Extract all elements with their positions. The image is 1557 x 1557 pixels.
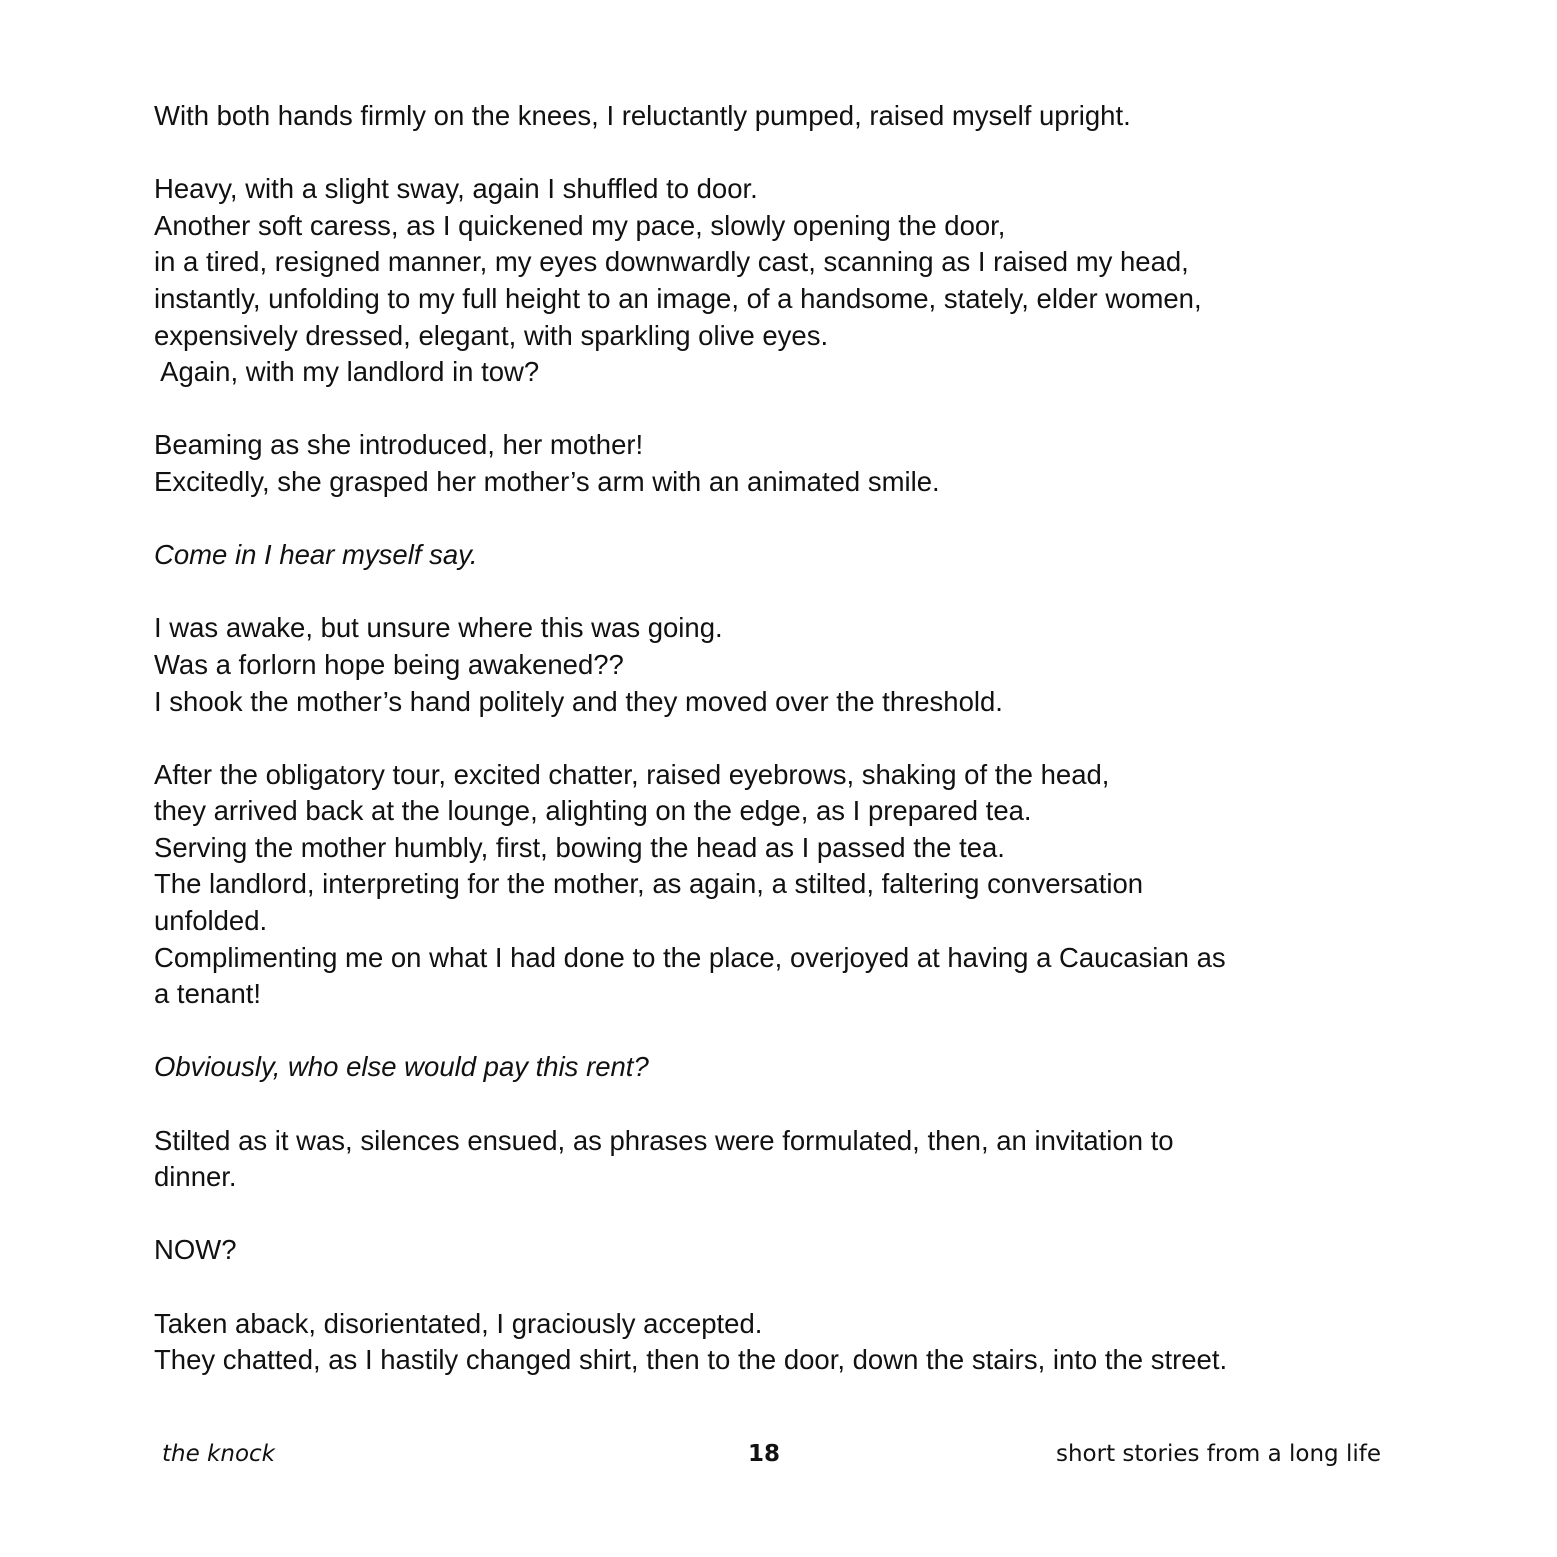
paragraph-line: Heavy, with a slight sway, again I shuffled to door.: [154, 173, 758, 205]
paragraph-line: Beaming as she introduced, her mother!: [154, 429, 644, 461]
paragraph-line: With both hands firmly on the knees, I reluctantly pumped, raised myself upright.: [154, 100, 1131, 131]
paragraph-line: They chatted, as I hastily changed shirt, then to the door, down the stairs, into the street.: [154, 1344, 1228, 1376]
paragraph-line: I was awake, but unsure where this was going.: [154, 612, 723, 644]
paragraph-line: a tenant!: [154, 978, 262, 1010]
paragraph-line: The landlord, interpreting for the mother, as again, a stilted, faltering conversation: [154, 868, 1144, 900]
paragraph-line: Stilted as it was, silences ensued, as phrases were formulated, then, an invitation to: [154, 1124, 1174, 1156]
paragraph-gap: [154, 1013, 1414, 1050]
paragraph-gap: [154, 1269, 1414, 1306]
story-text: [154, 98, 1414, 1379]
paragraph-line: dinner.: [154, 1161, 237, 1193]
paragraph-line: expensively dressed, elegant, with sparkling olive eyes.: [154, 319, 829, 351]
paragraph-line: Another soft caress, as I quickened my pace, slowly opening the door,: [154, 209, 1006, 241]
paragraph-line: Excitedly, she grasped her mother’s arm with an animated smile.: [154, 465, 940, 497]
paragraph-line: in a tired, resigned manner, my eyes downwardly cast, scanning as I raised my head,: [154, 246, 1189, 278]
footer-story-title: the knock: [162, 1441, 275, 1467]
paragraph-line: unfolded.: [154, 905, 268, 937]
italic-thought-line: Obviously, who else would pay this rent?: [154, 1051, 649, 1083]
paragraph-line: they arrived back at the lounge, alighting on the edge, as I prepared tea.: [154, 795, 1032, 827]
paragraph-gap: [154, 135, 1414, 172]
paragraph-line: Serving the mother humbly, first, bowing the head as I passed the tea.: [154, 831, 1005, 863]
page-footer: [0, 1436, 1557, 1472]
paragraph-line: Was a forlorn hope being awakened??: [154, 648, 624, 680]
paragraph-line: Complimenting me on what I had done to the place, overjoyed at having a Caucasian as: [154, 941, 1226, 973]
paragraph-line: NOW?: [154, 1234, 237, 1266]
paragraph-gap: [154, 720, 1414, 757]
paragraph-gap: [154, 391, 1414, 428]
paragraph-line: I shook the mother’s hand politely and they moved over the threshold.: [154, 685, 1003, 717]
paragraph-gap: [154, 501, 1414, 538]
page-number: 18: [748, 1441, 781, 1467]
paragraph-gap: [154, 1086, 1414, 1123]
paragraph-gap: [154, 574, 1414, 611]
paragraph-line: Taken aback, disorientated, I graciously accepted.: [154, 1307, 763, 1339]
paragraph-line: Again, with my landlord in tow?: [154, 356, 540, 388]
paragraph-line: instantly, unfolding to my full height to an image, of a handsome, stately, elder women,: [154, 282, 1202, 314]
paragraph-gap: [154, 1196, 1414, 1233]
footer-book-title: short stories from a long life: [1056, 1441, 1381, 1467]
italic-thought-line: Come in I hear myself say.: [154, 539, 478, 571]
paragraph-line: After the obligatory tour, excited chatter, raised eyebrows, shaking of the head,: [154, 758, 1110, 790]
